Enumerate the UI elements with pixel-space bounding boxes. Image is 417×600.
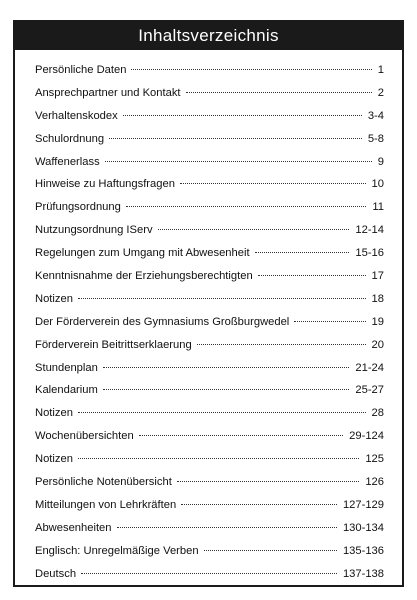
toc-entry-page: 10: [371, 178, 384, 191]
dot-leader: [103, 366, 350, 368]
toc-entry-label: Verhaltenskodex: [35, 109, 118, 122]
dot-leader: [78, 297, 366, 299]
dot-leader: [177, 480, 360, 482]
toc-entry-label: Wochenübersichten: [35, 430, 134, 443]
toc-entry: [35, 196, 384, 219]
toc-entry: [35, 563, 384, 586]
toc-entry-page: 17: [371, 270, 384, 283]
toc-entry-label: Hinweise zu Haftungsfragen: [35, 178, 175, 191]
toc-entry-label: Abwesenheiten: [35, 521, 112, 534]
toc-entry: [35, 173, 384, 196]
toc-entry-label: Regelungen zum Umgang mit Abwesenheit: [35, 247, 250, 260]
toc-entry-page: 127-129: [342, 498, 384, 511]
document-page: [13, 20, 404, 587]
dot-leader: [126, 205, 367, 207]
toc-entry: [35, 219, 384, 242]
toc-entry-label: Persönliche Notenübersicht: [35, 476, 172, 489]
toc-entry-label: Förderverein Beitrittserklaerung: [35, 338, 192, 351]
toc-entry-page: 15-16: [355, 247, 384, 260]
toc-entry-page: 5-8: [367, 132, 384, 145]
toc-entry-page: 126: [365, 476, 384, 489]
toc-entry: [35, 334, 384, 357]
toc-entry: [35, 265, 384, 288]
toc-entry-page: 19: [371, 315, 384, 328]
dot-leader: [181, 503, 337, 505]
toc-entry: [35, 448, 384, 471]
dot-leader: [78, 457, 359, 459]
toc-entry-page: 135-136: [342, 544, 384, 557]
dot-leader: [78, 411, 366, 413]
toc-entry-label: Ansprechpartner und Kontakt: [35, 86, 181, 99]
toc-entry-page: 9: [377, 155, 384, 168]
toc-entry-label: Schulordnung: [35, 132, 105, 145]
toc-entry-label: Prüfungsordnung: [35, 201, 121, 214]
dot-leader: [109, 137, 362, 139]
dot-leader: [294, 320, 365, 322]
toc-entry-page: 18: [371, 292, 384, 305]
toc-entry-page: 125: [365, 453, 384, 466]
dot-leader: [81, 572, 337, 574]
toc-entry-label: Notizen: [35, 292, 73, 305]
dot-leader: [255, 251, 350, 253]
toc-entry-page: 11: [372, 201, 384, 214]
dot-leader: [123, 114, 362, 116]
toc-entry: [35, 357, 384, 380]
toc-entry-label: Deutsch: [35, 567, 77, 580]
toc-entry: [35, 494, 384, 517]
dot-leader: [131, 68, 371, 70]
dot-leader: [139, 434, 343, 436]
toc-entry-label: Waffenerlass: [35, 155, 100, 168]
dot-leader: [103, 388, 350, 390]
toc-entry-label: Der Förderverein des Gymnasiums Großburgwedel: [35, 315, 290, 328]
dot-leader: [180, 182, 366, 184]
toc-entry: [35, 311, 384, 334]
toc-entry-label: Nutzungsordnung IServ: [35, 224, 153, 237]
toc-entry: [35, 242, 384, 265]
toc-entry: [35, 59, 384, 82]
toc-entry-label: Notizen: [35, 407, 73, 420]
toc-entry-label: Mitteilungen von Lehrkräften: [35, 498, 177, 511]
toc-entry-page: 28: [371, 407, 384, 420]
toc-entry-page: 25-27: [355, 384, 384, 397]
toc-entry-label: Notizen: [35, 453, 73, 466]
toc-entry-page: 2: [377, 86, 384, 99]
toc-entry: [35, 128, 384, 151]
toc-entry: [35, 517, 384, 540]
toc-entry-label: Englisch: Unregelmäßige Verben: [35, 544, 199, 557]
toc-entry-label: Stundenplan: [35, 361, 98, 374]
dot-leader: [105, 160, 372, 162]
toc-entry-label: Persönliche Daten: [35, 64, 127, 76]
table-of-contents: [35, 59, 384, 585]
dot-leader: [186, 91, 372, 93]
dot-leader: [258, 274, 366, 276]
toc-entry: [35, 288, 384, 311]
toc-entry-label: Kenntnisnahme der Erziehungsberechtigten: [35, 270, 253, 283]
toc-entry: [35, 82, 384, 105]
toc-entry-page: 130-134: [342, 521, 384, 534]
toc-entry: [35, 105, 384, 128]
dot-leader: [117, 526, 337, 528]
dot-leader: [204, 549, 337, 551]
toc-entry: [35, 471, 384, 494]
dot-leader: [197, 343, 366, 345]
toc-entry-page: 29-124: [349, 430, 384, 443]
toc-entry-page: 21-24: [355, 361, 384, 374]
toc-entry-page: 20: [371, 338, 384, 351]
toc-entry-label: Kalendarium: [35, 384, 98, 397]
toc-entry: [35, 425, 384, 448]
page-title: Inhaltsverzeichnis: [15, 22, 402, 50]
toc-entry-page: 3-4: [367, 109, 384, 122]
toc-entry-page: 12-14: [355, 224, 384, 237]
toc-entry-page: 1: [377, 64, 384, 76]
toc-entry: [35, 151, 384, 174]
toc-entry: [35, 379, 384, 402]
dot-leader: [158, 228, 350, 230]
toc-entry-page: 137-138: [342, 567, 384, 580]
toc-entry: [35, 402, 384, 425]
toc-entry: [35, 540, 384, 563]
